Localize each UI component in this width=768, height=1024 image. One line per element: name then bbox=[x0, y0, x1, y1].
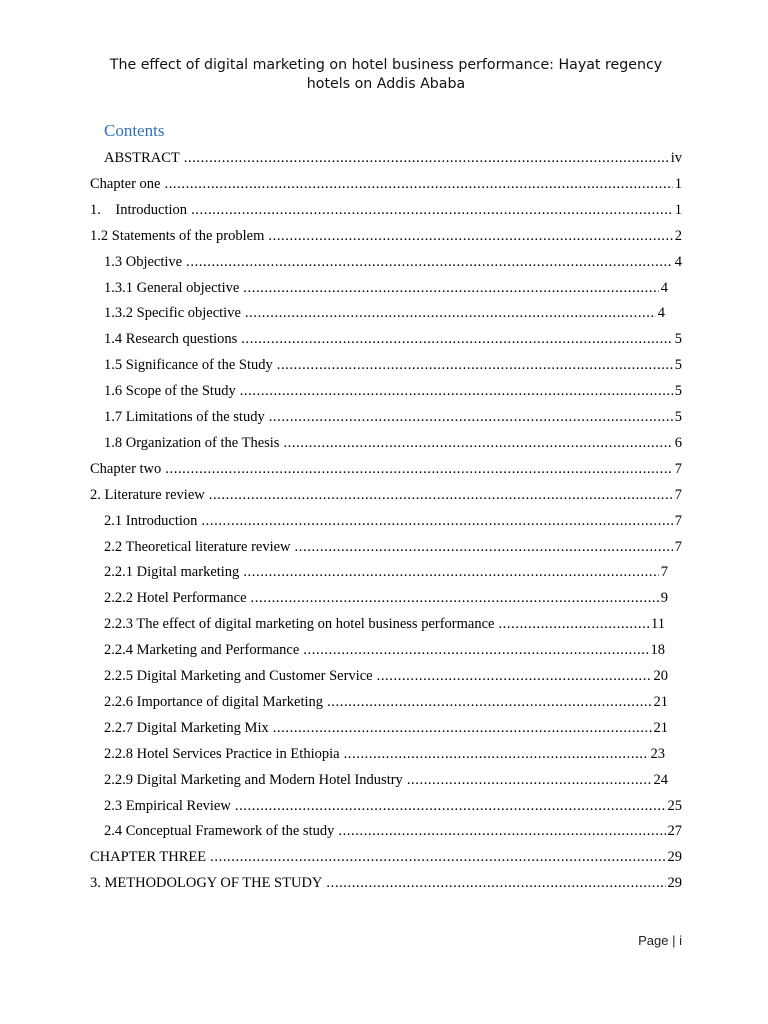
toc-entry-page-number: 4 bbox=[657, 305, 665, 321]
toc-entry[interactable] bbox=[104, 275, 668, 301]
toc-entry-page-number: 7 bbox=[674, 461, 682, 477]
toc-entry-page-number: 1 bbox=[674, 202, 682, 218]
toc-entry[interactable] bbox=[90, 870, 682, 896]
toc-entry[interactable] bbox=[104, 793, 682, 819]
toc-entry-label: 2.2.1 Digital marketing bbox=[104, 564, 240, 580]
toc-entry[interactable] bbox=[90, 456, 682, 482]
toc-dot-leader bbox=[245, 300, 656, 326]
toc-entry-label: 1.8 Organization of the Thesis bbox=[104, 435, 280, 451]
toc-dot-leader bbox=[277, 352, 673, 378]
toc-entry-page-number: 1 bbox=[674, 176, 682, 192]
toc-entry[interactable] bbox=[104, 741, 665, 767]
toc-entry[interactable] bbox=[104, 715, 668, 741]
toc-entry-label: 2.3 Empirical Review bbox=[104, 798, 231, 814]
toc-dot-leader bbox=[184, 145, 669, 171]
toc-entry-label: 1.2 Statements of the problem bbox=[90, 228, 265, 244]
toc-entry-page-number: 5 bbox=[674, 331, 682, 347]
toc-dot-leader bbox=[243, 275, 658, 301]
toc-entry-label: 3. METHODOLOGY OF THE STUDY bbox=[90, 875, 323, 891]
toc-entry[interactable] bbox=[104, 430, 682, 456]
toc-dot-leader bbox=[498, 611, 649, 637]
toc-entry-page-number: 11 bbox=[651, 616, 665, 632]
toc-entry-label: 2.2.4 Marketing and Performance bbox=[104, 642, 300, 658]
toc-entry[interactable] bbox=[90, 223, 682, 249]
toc-entry-label: 2.2 Theoretical literature review bbox=[104, 539, 291, 555]
toc-entry-page-number: 9 bbox=[660, 590, 668, 606]
toc-entry-page-number: 5 bbox=[674, 409, 682, 425]
toc-dot-leader bbox=[338, 818, 665, 844]
toc-entry[interactable] bbox=[104, 249, 682, 275]
toc-entry-label: 1.3.1 General objective bbox=[104, 280, 240, 296]
toc-entry-page-number: 5 bbox=[674, 357, 682, 373]
toc-entry-label: 1.7 Limitations of the study bbox=[104, 409, 265, 425]
toc-entry-page-number: 29 bbox=[667, 875, 682, 891]
toc-dot-leader bbox=[407, 767, 652, 793]
toc-entry-label: 1.4 Research questions bbox=[104, 331, 238, 347]
toc-entry-label: 2.2.2 Hotel Performance bbox=[104, 590, 247, 606]
toc-dot-leader bbox=[191, 197, 673, 223]
toc-entry-page-number: 7 bbox=[674, 539, 682, 555]
toc-entry[interactable] bbox=[90, 171, 682, 197]
toc-entry-page-number: 18 bbox=[650, 642, 665, 658]
toc-dot-leader bbox=[210, 844, 665, 870]
toc-entry[interactable] bbox=[104, 145, 682, 171]
toc-dot-leader bbox=[251, 585, 659, 611]
toc-entry-label: 2.1 Introduction bbox=[104, 513, 198, 529]
toc-dot-leader bbox=[165, 456, 672, 482]
toc-entry-label: 2.2.6 Importance of digital Marketing bbox=[104, 694, 324, 710]
toc-entry[interactable] bbox=[104, 326, 682, 352]
toc-entry-label: 1.6 Scope of the Study bbox=[104, 383, 236, 399]
toc-dot-leader bbox=[269, 404, 673, 430]
toc-entry-label: ABSTRACT bbox=[104, 150, 180, 166]
toc-entry-page-number: 24 bbox=[653, 772, 668, 788]
toc-entry-label: Chapter two bbox=[90, 461, 162, 477]
toc-dot-leader bbox=[377, 663, 652, 689]
document-title: The effect of digital marketing on hotel business performance: Hayat regency hotels on Addis Ababa bbox=[109, 57, 663, 92]
toc-entry-label: 1.3.2 Specific objective bbox=[104, 305, 241, 321]
toc-entry-label: CHAPTER THREE bbox=[90, 849, 207, 865]
toc-dot-leader bbox=[201, 508, 672, 534]
toc-entry-label: 1. Introduction bbox=[90, 202, 188, 218]
toc-entry-label: 2.2.3 The effect of digital marketing on hotel business performance bbox=[104, 616, 495, 632]
toc-entry[interactable] bbox=[104, 663, 668, 689]
toc-entry-label: 2.2.8 Hotel Services Practice in Ethiopia bbox=[104, 746, 340, 762]
toc-entry-page-number: iv bbox=[670, 150, 682, 166]
toc-entry[interactable] bbox=[104, 637, 665, 663]
toc-entry-label: 1.3 Objective bbox=[104, 254, 183, 270]
toc-entry[interactable] bbox=[90, 844, 682, 870]
toc-entry[interactable] bbox=[90, 197, 682, 223]
toc-entry[interactable] bbox=[104, 352, 682, 378]
toc-entry-label: 2.4 Conceptual Framework of the study bbox=[104, 823, 335, 839]
toc-entry-page-number: 21 bbox=[653, 720, 668, 736]
toc-entry-page-number: 7 bbox=[674, 513, 682, 529]
toc-dot-leader bbox=[241, 326, 672, 352]
toc-entry-page-number: 21 bbox=[653, 694, 668, 710]
toc-entry-page-number: 6 bbox=[674, 435, 682, 451]
page-number-footer: Page | i bbox=[638, 933, 682, 948]
toc-dot-leader bbox=[186, 249, 673, 275]
toc-entry[interactable] bbox=[104, 611, 665, 637]
toc-dot-leader bbox=[344, 741, 649, 767]
toc-entry-page-number: 23 bbox=[650, 746, 665, 762]
toc-entry[interactable] bbox=[90, 482, 682, 508]
toc-entry-page-number: 7 bbox=[660, 564, 668, 580]
toc-entry-page-number: 2 bbox=[674, 228, 682, 244]
toc-entry-label: 2.2.9 Digital Marketing and Modern Hotel Industry bbox=[104, 772, 403, 788]
toc-entry-page-number: 25 bbox=[667, 798, 682, 814]
toc-entry[interactable] bbox=[104, 818, 682, 844]
toc-entry[interactable] bbox=[104, 585, 668, 611]
contents-heading: Contents bbox=[104, 121, 165, 140]
toc-entry-page-number: 4 bbox=[660, 280, 668, 296]
toc-entry-page-number: 29 bbox=[667, 849, 682, 865]
toc-entry-label: 1.5 Significance of the Study bbox=[104, 357, 273, 373]
toc-entry[interactable] bbox=[104, 378, 682, 404]
toc-entry[interactable] bbox=[104, 559, 668, 585]
toc-entry-page-number: 20 bbox=[653, 668, 668, 684]
toc-dot-leader bbox=[273, 715, 652, 741]
toc-entry-label: 2.2.5 Digital Marketing and Customer Service bbox=[104, 668, 373, 684]
toc-entry[interactable] bbox=[104, 689, 668, 715]
toc-entry-page-number: 5 bbox=[674, 383, 682, 399]
toc-entry-page-number: 7 bbox=[674, 487, 682, 503]
toc-entry[interactable] bbox=[104, 767, 668, 793]
toc-dot-leader bbox=[326, 870, 665, 896]
toc-dot-leader bbox=[243, 559, 658, 585]
toc-entry-label: 2.2.7 Digital Marketing Mix bbox=[104, 720, 269, 736]
toc-dot-leader bbox=[164, 171, 672, 197]
toc-entry-page-number: 27 bbox=[667, 823, 682, 839]
toc-dot-leader bbox=[235, 793, 666, 819]
toc-dot-leader bbox=[303, 637, 648, 663]
toc-dot-leader bbox=[240, 378, 673, 404]
toc-dot-leader bbox=[295, 534, 673, 560]
toc-dot-leader bbox=[209, 482, 673, 508]
toc-dot-leader bbox=[283, 430, 672, 456]
toc-entry-label: Chapter one bbox=[90, 176, 161, 192]
toc-entry[interactable] bbox=[104, 404, 682, 430]
toc-entry[interactable] bbox=[104, 534, 682, 560]
toc-entry-page-number: 4 bbox=[674, 254, 682, 270]
toc-dot-leader bbox=[268, 223, 672, 249]
toc-entry[interactable] bbox=[104, 508, 682, 534]
toc-entry-label: 2. Literature review bbox=[90, 487, 205, 503]
toc-entry[interactable] bbox=[104, 300, 665, 326]
toc-dot-leader bbox=[327, 689, 651, 715]
